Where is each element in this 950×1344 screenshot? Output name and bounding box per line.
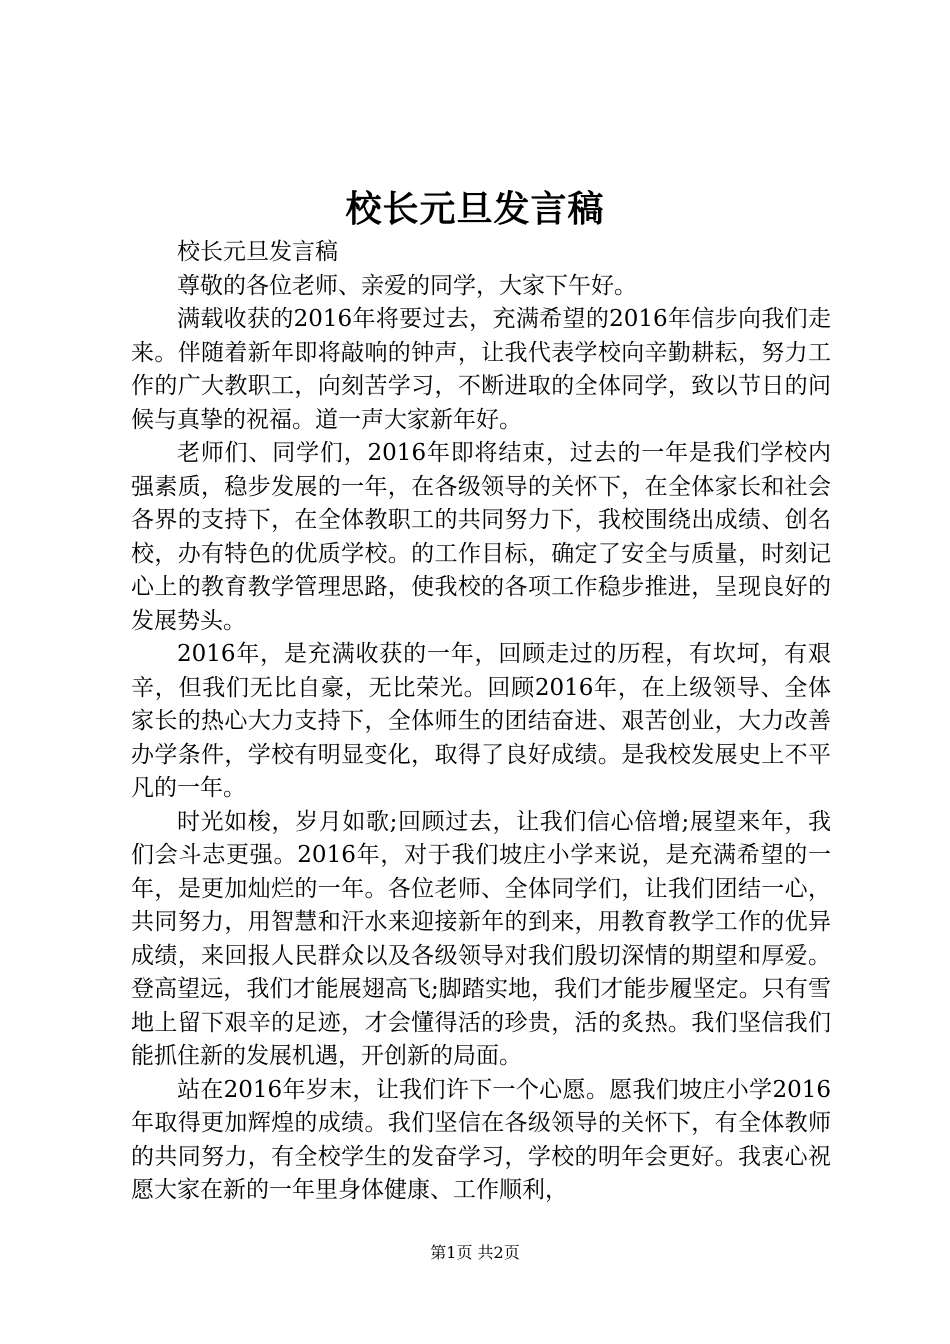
document-body [131, 236, 831, 1208]
paragraph: 时光如梭，岁月如歌;回顾过去，让我们信心倍增;展望来年，我们会斗志更强。2016年，对于我们坡庄小学来说，是充满希望的一年，是更加灿烂的一年。各位老师、全体同学们，让我们团结一心，共同努力，用智慧和汗水来迎接新年的到来，用教育教学工作的优异成绩，来回报人民群众以及各级领导对我们殷切深情的期望和厚爱。登高望远，我们才能展翅高飞;脚踏实地，我们才能步履坚定。只有雪地上留下艰辛的足迹，才会懂得活的珍贵，活的炙热。我们坚信我们能抓住新的发展机遇，开创新的局面。 [131, 808, 831, 1069]
paragraph: 老师们、同学们，2016年即将结束，过去的一年是我们学校内强素质，稳步发展的一年，在各级领导的关怀下，在全体家长和社会各界的支持下，在全体教职工的共同努力下，我校围绕出成绩、创名校，办有特色的优质学校。的工作目标，确定了安全与质量，时刻记心上的教育教学管理思路，使我校的各项工作稳步推进，呈现良好的发展势头。 [131, 440, 831, 634]
page-number-footer: 第1页 共2页 [430, 1243, 520, 1262]
document-title: 校长元旦发言稿 [345, 188, 605, 230]
paragraph: 满载收获的2016年将要过去，充满希望的2016年信步向我们走来。伴随着新年即将敲响的钟声，让我代表学校向辛勤耕耘，努力工作的广大教职工，向刻苦学习，不断进取的全体同学，致以节日的问候与真挚的祝福。道一声大家新年好。 [131, 306, 831, 433]
paragraph: 校长元旦发言稿 [177, 239, 338, 265]
paragraph: 站在2016年岁末，让我们许下一个心愿。愿我们坡庄小学2016年取得更加辉煌的成绩。我们坚信在各级领导的关怀下，有全体教师的共同努力，有全校学生的发奋学习，学校的明年会更好。我衷心祝愿大家在新的一年里身体健康、工作顺利， [131, 1076, 831, 1203]
paragraph: 2016年，是充满收获的一年，回顾走过的历程，有坎坷，有艰辛，但我们无比自豪，无比荣光。回顾2016年，在上级领导、全体家长的热心大力支持下，全体师生的团结奋进、艰苦创业，大力改善办学条件，学校有明显变化，取得了良好成绩。是我校发展史上不平凡的一年。 [131, 641, 831, 801]
paragraph: 尊敬的各位老师、亲爱的同学，大家下午好。 [177, 272, 637, 299]
